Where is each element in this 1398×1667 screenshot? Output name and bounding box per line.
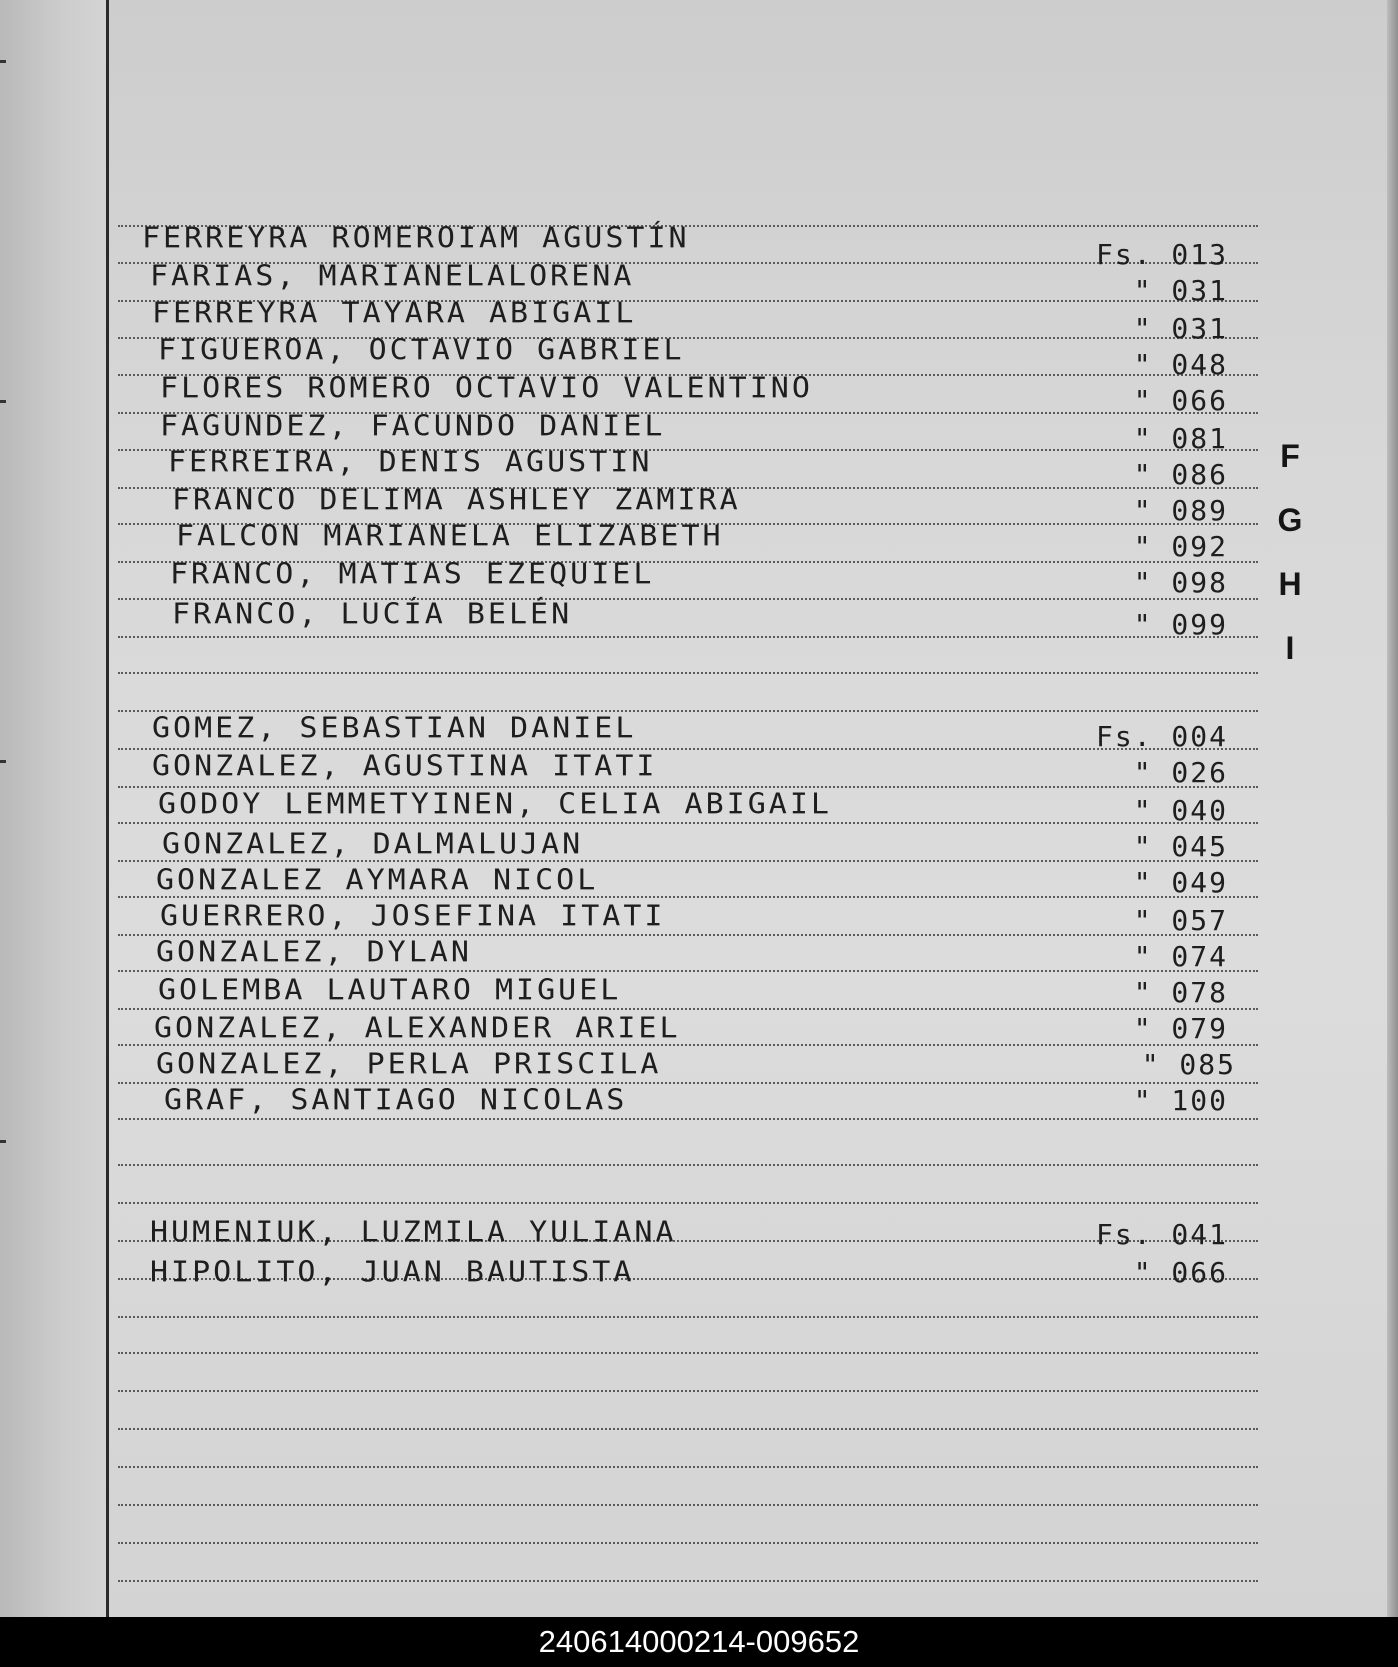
entry-name: FIGUEROA, OCTAVIO GABRIEL (158, 333, 685, 367)
entry-folio: " 085 (1141, 1048, 1236, 1081)
index-tab-i: I (1285, 630, 1295, 666)
entry-name: GONZALEZ, PERLA PRISCILA (156, 1047, 662, 1081)
entry-folio: " 057 (1133, 904, 1228, 937)
entry-name: FLORES ROMERO OCTAVIO VALENTINO (160, 371, 813, 405)
ruled-line (118, 1428, 1258, 1430)
entry-folio: Fs. 013 (1095, 238, 1228, 271)
entry-name: GONZALEZ, AGUSTINA ITATI (152, 749, 658, 783)
ruled-line (118, 1352, 1258, 1354)
entry-name: FRANCO, LUCÍA BELÉN (172, 597, 573, 631)
page-edge-shadow (1387, 0, 1398, 1617)
entry-name: GUERRERO, JOSEFINA ITATI (160, 899, 666, 933)
ruled-line (118, 1164, 1258, 1166)
entry-name: GONZALEZ AYMARA NICOL (156, 863, 599, 897)
index-tab-g: G (1277, 502, 1303, 538)
entry-name: FARIAS, MARIANELALORENA (150, 259, 635, 293)
entry-folio: " 031 (1133, 312, 1228, 345)
margin-mark (0, 60, 6, 63)
entry-name: FRANCO DELIMA ASHLEY ZAMIRA (172, 483, 741, 517)
ruled-line (118, 1118, 1258, 1120)
ruled-line (118, 672, 1258, 674)
entry-name: FERREYRA TAYARA ABIGAIL (152, 296, 637, 330)
entry-name: FAGUNDEZ, FACUNDO DANIEL (160, 409, 666, 443)
ruled-line (118, 1580, 1258, 1582)
previous-page-edge (0, 0, 106, 1617)
entry-name: GOMEZ, SEBASTIAN DANIEL (152, 711, 637, 745)
entry-name: GONZALEZ, DALMALUJAN (162, 827, 584, 861)
entry-folio: " 100 (1133, 1084, 1228, 1117)
entry-folio: " 049 (1133, 866, 1228, 899)
index-tab-h: H (1278, 566, 1302, 602)
margin-mark (0, 760, 6, 763)
ruled-line (118, 1466, 1258, 1468)
scan-id-label: 240614000214-009652 (538, 1624, 860, 1659)
entry-folio: " 078 (1133, 976, 1228, 1009)
margin-mark (0, 400, 6, 403)
entry-folio: " 026 (1133, 756, 1228, 789)
entry-name: GODOY LEMMETYINEN, CELIA ABIGAIL (158, 787, 832, 821)
entry-name: FRANCO, MATIAS EZEQUIEL (170, 557, 655, 591)
entry-folio: " 066 (1133, 1256, 1228, 1289)
entry-name: GOLEMBA LAUTARO MIGUEL (158, 973, 622, 1007)
entry-folio: " 081 (1133, 422, 1228, 455)
entry-folio: " 092 (1133, 530, 1228, 563)
entry-folio: " 048 (1133, 348, 1228, 381)
entry-folio: " 045 (1133, 830, 1228, 863)
entry-name: FALCON MARIANELA ELIZABETH (176, 519, 724, 553)
entry-folio: " 074 (1133, 940, 1228, 973)
entry-folio: " 089 (1133, 494, 1228, 527)
entry-folio: " 031 (1133, 274, 1228, 307)
ruled-line (118, 1390, 1258, 1392)
entry-name: HUMENIUK, LUZMILA YULIANA (150, 1215, 677, 1249)
entry-name: FERREYRA ROMEROIAM AGUSTÍN (142, 221, 690, 255)
entry-name: GONZALEZ, ALEXANDER ARIEL (154, 1011, 681, 1045)
margin-mark (0, 1140, 6, 1143)
entry-folio: Fs. 004 (1095, 720, 1228, 753)
entry-folio: " 099 (1133, 608, 1228, 641)
ruled-line (118, 1202, 1258, 1204)
ruled-line (118, 1542, 1258, 1544)
entry-folio: " 098 (1133, 566, 1228, 599)
entry-name: GONZALEZ, DYLAN (156, 935, 472, 969)
entry-folio: Fs. 041 (1095, 1218, 1228, 1251)
ruled-line (118, 1504, 1258, 1506)
entry-name: FERREIRA, DENIS AGUSTIN (168, 445, 653, 479)
ruled-line (118, 1316, 1258, 1318)
entry-folio: " 066 (1133, 384, 1228, 417)
entry-name: HIPOLITO, JUAN BAUTISTA (150, 1255, 635, 1289)
entry-folio: " 086 (1133, 458, 1228, 491)
entry-folio: " 040 (1133, 794, 1228, 827)
index-tab-f: F (1280, 438, 1300, 474)
entry-folio: " 079 (1133, 1012, 1228, 1045)
entry-name: GRAF, SANTIAGO NICOLAS (164, 1083, 628, 1117)
